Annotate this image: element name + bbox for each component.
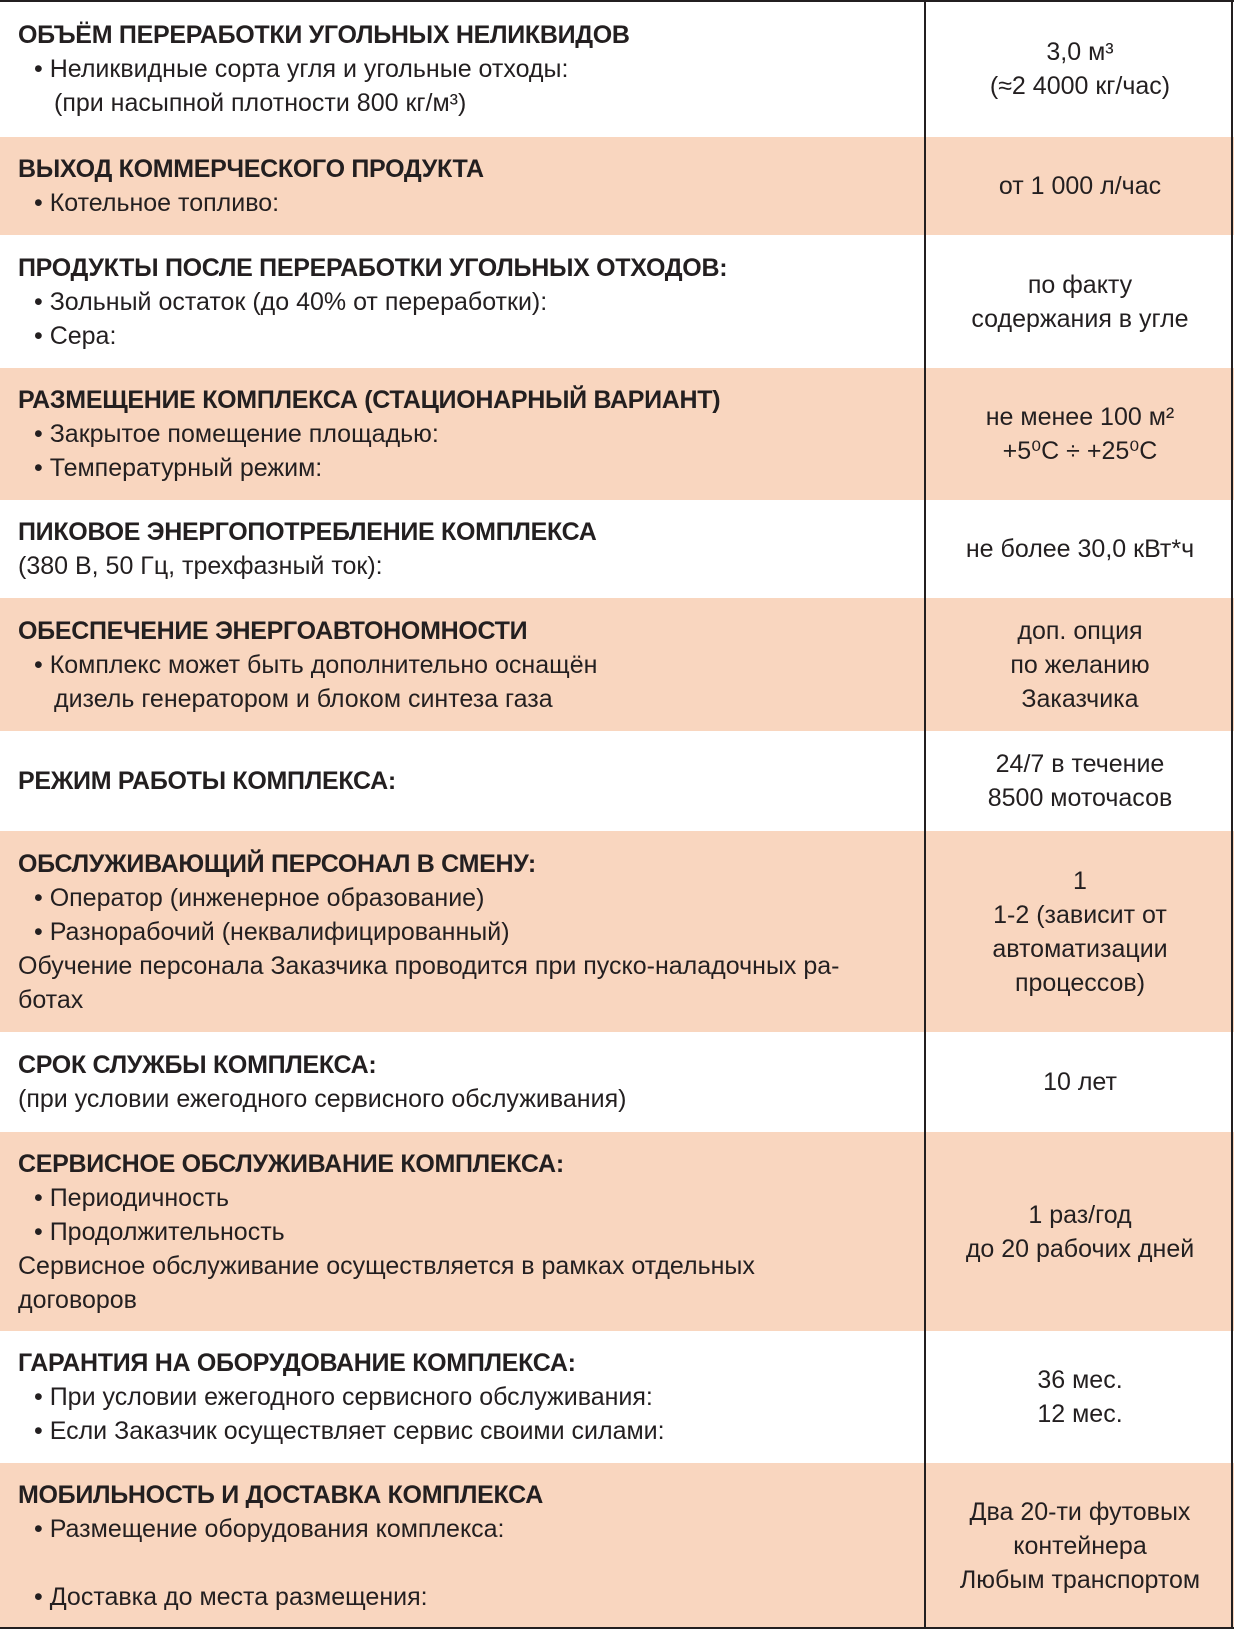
parameter-note: (при насыпной плотности 800 кг/м³) [54,88,467,117]
parameter-title: ОБСЛУЖИВАЮЩИЙ ПЕРСОНАЛ В СМЕНУ: [18,849,536,878]
table-row [0,598,1234,731]
parameter-title: ПИКОВОЕ ЭНЕРГОПОТРЕБЛЕНИЕ КОМПЛЕКСА [18,518,597,546]
value-line: от 1 000 л/час [998,172,1162,200]
value-cell [926,1032,1234,1132]
bullet-item: • Котельное топливо: [34,189,280,217]
parameter-cell [18,731,908,831]
bullet-item: • Комплекс может быть дополнительно оснащён [34,650,598,679]
parameter-title: ОБЪЁМ ПЕРЕРАБОТКИ УГОЛЬНЫХ НЕЛИКВИДОВ [18,20,630,49]
top-border [0,0,1234,2]
value-cell [926,598,1234,731]
value-line: 24/7 в течение [995,750,1165,778]
value-line: не более 30,0 кВт*ч [965,535,1195,563]
bullet-item: • Разнорабочий (неквалифицированный) [34,917,510,946]
value-line: автоматизации [992,934,1168,963]
value-cell [926,1132,1234,1331]
parameter-note: Обучение персонала Заказчика проводится при пуско-наладочных ра- [18,951,840,980]
column-divider [924,0,926,1629]
parameter-title: ГАРАНТИЯ НА ОБОРУДОВАНИЕ КОМПЛЕКСА: [18,1349,576,1377]
parameter-cell [18,831,908,1032]
bullet-item: • Закрытое помещение площадью: [34,420,439,448]
value-line: 1 раз/год [1028,1200,1132,1229]
value-line: 8500 моточасов [987,784,1173,812]
bullet-item: • Неликвидные сорта угля и угольные отходы: [34,54,569,83]
value-cell [926,500,1234,598]
value-cell [926,0,1234,137]
parameter-note: (380 В, 50 Гц, трехфазный ток): [18,552,383,580]
value-line: контейнера [1013,1532,1147,1560]
value-cell [926,235,1234,368]
parameter-title: СЕРВИСНОЕ ОБСЛУЖИВАНИЕ КОМПЛЕКСА: [18,1149,564,1178]
value-line: (≈2 4000 кг/час) [989,71,1171,100]
bullet-item: • При условии ежегодного сервисного обслуживания: [34,1383,653,1411]
parameter-cell [18,368,908,500]
value-line: +5⁰С ÷ +25⁰С [1002,437,1158,465]
parameter-title: РАЗМЕЩЕНИЕ КОМПЛЕКСА (СТАЦИОНАРНЫЙ ВАРИАНТ) [18,386,721,414]
value-cell [926,368,1234,500]
value-line: Заказчика [1021,684,1139,713]
bullet-item: • Зольный остаток (до 40% от переработки): [34,287,548,316]
parameter-cell [18,1331,908,1463]
parameter-note: Сервисное обслуживание осуществляется в рамках отдельных [18,1251,755,1280]
bullet-item: • Продолжительность [34,1217,285,1246]
table-row [0,0,1234,137]
table-row [0,1331,1234,1463]
bullet-item: • Если Заказчик осуществляет сервис своими силами: [34,1417,665,1445]
table-row [0,731,1234,831]
parameter-title: ВЫХОД КОММЕРЧЕСКОГО ПРОДУКТА [18,155,484,183]
table-row [0,1463,1234,1629]
value-line: 3,0 м³ [1046,37,1114,66]
bullet-item: • Периодичность [34,1183,230,1212]
value-line: до 20 рабочих дней [965,1234,1195,1263]
parameter-title: МОБИЛЬНОСТЬ И ДОСТАВКА КОМПЛЕКСА [18,1481,544,1509]
value-line: Любым транспортом [959,1566,1201,1594]
value-line: процессов) [1014,968,1146,997]
parameter-cell [18,1032,908,1132]
value-line: доп. опция [1017,616,1143,645]
value-cell [926,1463,1234,1629]
parameter-note: дизель генератором и блоком синтеза газа [54,684,553,713]
table-row [0,831,1234,1032]
parameter-note: договоров [18,1285,137,1314]
value-line: 10 лет [1043,1068,1117,1096]
parameter-note: (при условии ежегодного сервисного обслуживания) [18,1085,627,1113]
parameter-title: ОБЕСПЕЧЕНИЕ ЭНЕРГОАВТОНОМНОСТИ [18,616,528,645]
value-cell [926,831,1234,1032]
parameter-title: РЕЖИМ РАБОТЫ КОМПЛЕКСА: [18,767,396,795]
bullet-item: • Оператор (инженерное образование) [34,883,485,912]
parameter-note: ботах [18,985,84,1014]
value-line: содержания в угле [971,304,1189,333]
spacer [18,1546,908,1580]
parameter-cell [18,598,908,731]
table-row [0,235,1234,368]
value-line: 36 мес. [1037,1366,1123,1394]
parameter-title: СРОК СЛУЖБЫ КОМПЛЕКСА: [18,1051,377,1079]
parameter-cell [18,0,908,137]
table-row [0,500,1234,598]
table-row [0,137,1234,235]
value-line: 1 [1073,866,1087,895]
bullet-item: • Доставка до места размещения: [34,1583,428,1611]
value-line: Два 20-ти футовых [969,1498,1191,1526]
parameter-cell [18,235,908,368]
value-line: по желанию [1010,650,1150,679]
parameter-title: ПРОДУКТЫ ПОСЛЕ ПЕРЕРАБОТКИ УГОЛЬНЫХ ОТХОДОВ: [18,253,728,282]
bullet-item: • Сера: [34,321,117,350]
bullet-item: • Температурный режим: [34,454,323,482]
value-cell [926,137,1234,235]
value-line: по факту [1027,270,1133,299]
value-line: 12 мес. [1037,1400,1123,1428]
parameter-cell [18,1463,908,1629]
table-row [0,1032,1234,1132]
bullet-item: • Размещение оборудования комплекса: [34,1515,505,1543]
right-border [1231,0,1233,1629]
table-row [0,1132,1234,1331]
value-cell [926,731,1234,831]
parameter-cell [18,500,908,598]
parameter-cell [18,1132,908,1331]
value-line: не менее 100 м² [985,403,1175,431]
parameter-cell [18,137,908,235]
value-cell [926,1331,1234,1463]
value-line: 1-2 (зависит от [993,900,1167,929]
table-row [0,368,1234,500]
